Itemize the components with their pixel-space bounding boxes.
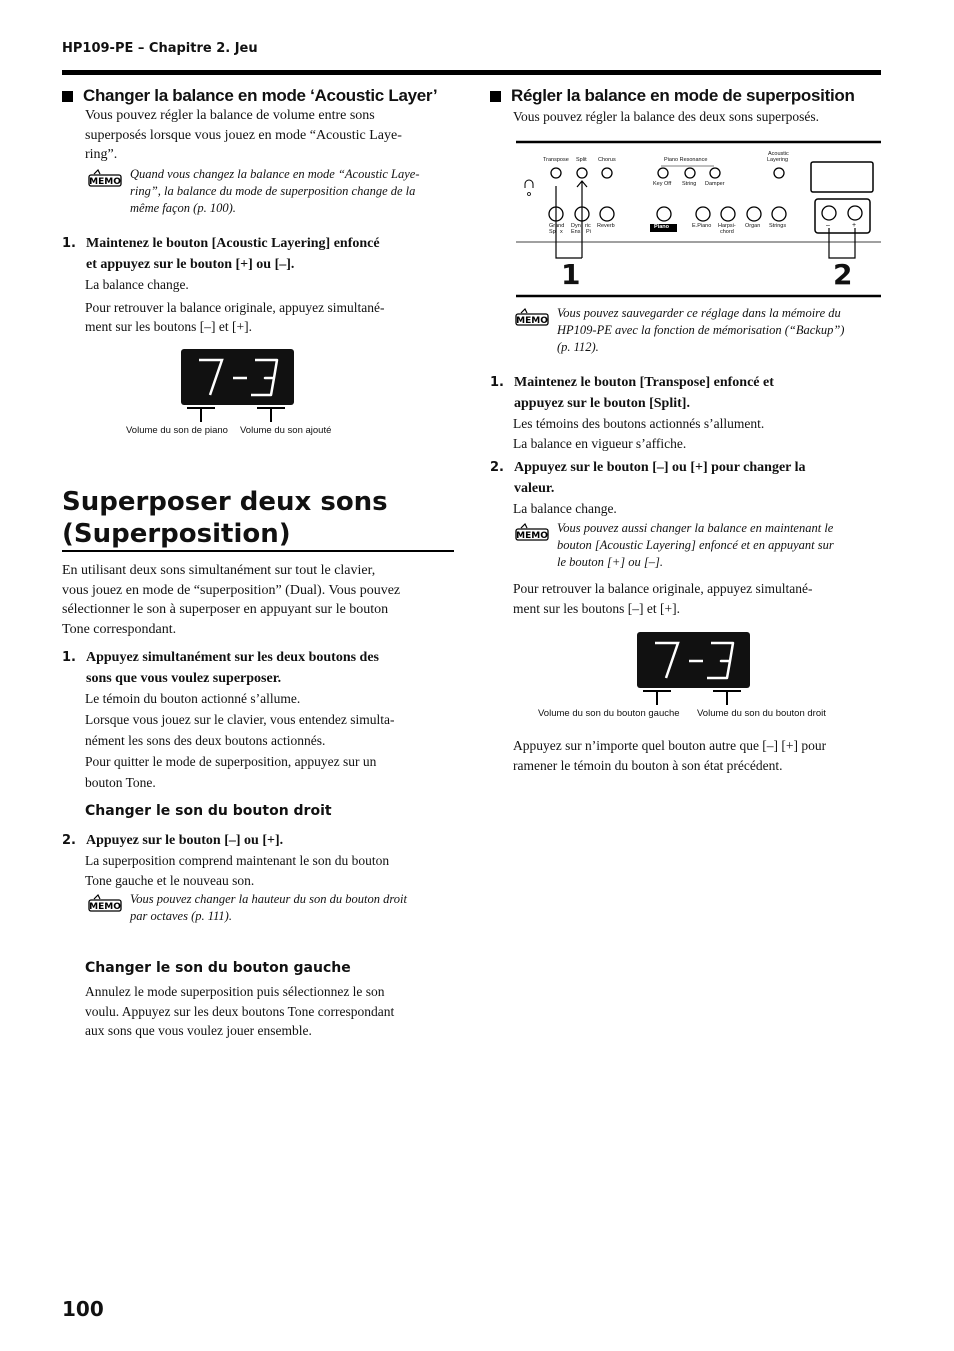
memo-icon bbox=[88, 168, 122, 188]
text-line: La balance en vigueur s’affiche. bbox=[513, 435, 687, 451]
chapter-section-title bbox=[62, 486, 457, 550]
text-line: appuyez sur le bouton [Split]. bbox=[514, 396, 690, 411]
title-line: (Superposition) bbox=[62, 519, 291, 549]
subheading-right-button: Changer le son du bouton droit bbox=[85, 803, 332, 819]
label-strings: Strings bbox=[769, 223, 787, 229]
display-brackets bbox=[637, 688, 757, 708]
text-line: Appuyez simultanément sur les deux boutons des bbox=[86, 650, 380, 665]
text-line: Le témoin du bouton actionné s’allume. bbox=[85, 691, 301, 706]
text-line: Appuyez sur n’importe quel bouton autre que [–] [+] pour bbox=[513, 738, 827, 753]
step-2-result: La balance change. bbox=[513, 501, 617, 516]
page-number: 100 bbox=[62, 1297, 104, 1321]
memo-note bbox=[515, 520, 880, 571]
text-line: ramener le témoin du bouton à son état précédent. bbox=[513, 757, 783, 773]
caption-left: Volume du son du bouton gauche bbox=[538, 708, 680, 719]
label-piano-resonance: Piano Resonance bbox=[664, 157, 708, 163]
label-plus: + bbox=[852, 222, 857, 229]
section-title-text: Changer la balance en mode ‘Acoustic Layer’ bbox=[83, 86, 438, 105]
step-1-balance bbox=[490, 372, 880, 414]
label-epiano: E.Piano bbox=[692, 223, 712, 229]
label-sp: Sp bbox=[549, 229, 556, 235]
callout-2: 2 bbox=[833, 258, 853, 291]
label-organ: Organ bbox=[745, 223, 761, 229]
step-number: 2. bbox=[62, 833, 76, 848]
display-brackets bbox=[181, 405, 301, 425]
text-line: Maintenez le bouton [Acoustic Layering] enfoncé bbox=[86, 236, 380, 251]
text-line: En utilisant deux sons simultanément sur tout le clavier, bbox=[62, 563, 376, 578]
square-bullet-icon bbox=[62, 91, 73, 102]
panel-illustration bbox=[516, 140, 881, 300]
text-line: même façon (p. 100). bbox=[130, 201, 236, 215]
step-1-superpose bbox=[62, 647, 457, 689]
text-line: vous jouez en mode de “superposition” (Dual). Vous pouvez bbox=[62, 582, 401, 598]
text-line: Maintenez le bouton [Transpose] enfoncé et bbox=[514, 375, 774, 390]
text-line: Vous pouvez changer la hauteur du son du bouton droit bbox=[130, 892, 407, 906]
label-damper: Damper bbox=[705, 181, 725, 187]
step-text bbox=[86, 647, 379, 689]
step-number: 1. bbox=[490, 375, 504, 390]
left-button-details bbox=[85, 982, 460, 1041]
callout-1: 1 bbox=[561, 258, 581, 291]
led-display bbox=[181, 349, 294, 405]
section-intro bbox=[85, 106, 455, 165]
step-2-superpose bbox=[62, 830, 457, 851]
text-line: par octaves (p. 111). bbox=[130, 909, 232, 923]
led-digits bbox=[637, 632, 750, 688]
text-line: Tone correspondant. bbox=[62, 621, 177, 637]
text-line: valeur. bbox=[514, 481, 555, 496]
step-2-balance bbox=[490, 457, 880, 499]
reset-paragraph bbox=[513, 579, 881, 618]
text-line: Annulez le mode superposition puis sélectionnez le son bbox=[85, 984, 385, 999]
balance-intro: Vous pouvez régler la balance des deux sons superposés. bbox=[513, 109, 820, 124]
final-paragraph bbox=[513, 736, 883, 775]
step-1-details bbox=[85, 688, 460, 793]
memo-icon bbox=[515, 307, 549, 327]
title-line: Superposer deux sons bbox=[62, 487, 388, 517]
label-split: Split bbox=[576, 157, 587, 163]
label-minus: – bbox=[826, 222, 830, 229]
label-piano: Piano bbox=[654, 224, 669, 230]
memo-text bbox=[557, 305, 844, 356]
text-line: La superposition comprend maintenant le son du bouton bbox=[85, 853, 390, 868]
running-header: HP109-PE – Chapitre 2. Jeu bbox=[62, 41, 258, 56]
memo-icon bbox=[515, 522, 549, 542]
text-line: ring”, la balance du mode de superposition change de la bbox=[130, 184, 416, 198]
text-line: Tone gauche et le nouveau son. bbox=[85, 872, 255, 888]
superposition-intro bbox=[62, 561, 462, 639]
label-reverb: Reverb bbox=[597, 223, 615, 229]
text-line: Les témoins des boutons actionnés s’allument. bbox=[513, 416, 765, 431]
memo-note bbox=[515, 305, 880, 356]
step-number: 1. bbox=[62, 650, 76, 665]
step-2-details bbox=[85, 851, 460, 890]
label-dyn: Dyn bbox=[571, 223, 581, 229]
label-harpsi: Harpsi- bbox=[718, 223, 736, 229]
text-line: nément les sons des deux boutons actionnés. bbox=[85, 733, 326, 748]
label-acoustic: Acoustic bbox=[768, 151, 789, 157]
text-line: et appuyez sur le bouton [+] ou [–]. bbox=[86, 257, 295, 272]
text-line: HP109-PE avec la fonction de mémorisation (“Backup”) bbox=[557, 323, 845, 337]
text-line: Pour quitter le mode de superposition, appuyez sur un bbox=[85, 754, 377, 769]
label-ens: Ens bbox=[571, 229, 581, 235]
step-text bbox=[514, 372, 774, 414]
memo-text bbox=[130, 891, 407, 925]
label-ric: ric bbox=[585, 223, 591, 229]
step-text bbox=[86, 233, 380, 275]
label-chorus: Chorus bbox=[598, 157, 616, 163]
text-line: Lorsque vous jouez sur le clavier, vous entendez simulta- bbox=[85, 712, 395, 727]
text-line: bouton [Acoustic Layering] enfoncé et en appuyant sur bbox=[557, 538, 834, 552]
text-line: ment sur les boutons [–] et [+]. bbox=[513, 600, 680, 616]
memo-text bbox=[557, 520, 834, 571]
section-title-balance bbox=[490, 86, 855, 106]
step-1-acoustic bbox=[62, 233, 457, 275]
text-line: Vous pouvez aussi changer la balance en maintenant le bbox=[557, 521, 834, 535]
caption-right: Volume du son ajouté bbox=[240, 425, 332, 436]
led-display bbox=[637, 632, 750, 688]
text-line: (p. 112). bbox=[557, 340, 599, 354]
memo-note bbox=[88, 891, 458, 925]
text-line: le bouton [+] ou [–]. bbox=[557, 555, 664, 569]
text-line: Vous pouvez sauvegarder ce réglage dans la mémoire du bbox=[557, 306, 841, 320]
text-line: bouton Tone. bbox=[85, 775, 156, 790]
step-text: Appuyez sur le bouton [–] ou [+]. bbox=[86, 833, 284, 848]
label-transpose: Transpose bbox=[543, 157, 569, 163]
step-1-balance-details bbox=[513, 414, 878, 453]
memo-icon bbox=[88, 893, 122, 913]
label-key-off: Key Off bbox=[653, 181, 672, 187]
text-line: La balance change. bbox=[85, 277, 189, 292]
section-title-text: Régler la balance en mode de superposition bbox=[511, 86, 855, 105]
caption-left: Volume du son de piano bbox=[126, 425, 228, 436]
header-rule bbox=[62, 70, 881, 75]
title-rule bbox=[62, 550, 454, 552]
text-line: Appuyez sur le bouton [–] ou [+] pour changer la bbox=[514, 460, 806, 475]
text-line: superposés lorsque vous jouez en mode “Acoustic Laye- bbox=[85, 127, 402, 143]
text-line: sélectionner le son à superposer en appuyant sur le bouton bbox=[62, 602, 389, 617]
label-pi: Pi bbox=[586, 229, 591, 235]
text-line: Pour retrouver la balance originale, appuyez simultané- bbox=[85, 299, 385, 315]
text-line: ment sur les boutons [–] et [+]. bbox=[85, 319, 252, 334]
label-string: String bbox=[682, 181, 697, 187]
step-result bbox=[85, 275, 455, 337]
text-line: aux sons que vous voulez jouer ensemble. bbox=[85, 1023, 312, 1038]
step-number: 2. bbox=[490, 460, 504, 475]
step-number: 1. bbox=[62, 236, 76, 251]
text-line: Pour retrouver la balance originale, appuyez simultané- bbox=[513, 581, 813, 596]
text-line: Vous pouvez régler la balance de volume entre sons bbox=[85, 108, 375, 123]
label-x: x bbox=[560, 229, 563, 235]
caption-right: Volume du son du bouton droit bbox=[697, 708, 826, 719]
label-chord: chord bbox=[720, 229, 734, 235]
label-grand: Grand bbox=[549, 223, 565, 229]
step-text bbox=[514, 457, 806, 499]
text-line: sons que vous voulez superposer. bbox=[86, 671, 282, 686]
text-line: Quand vous changez la balance en mode “Acoustic Laye- bbox=[130, 167, 420, 181]
subheading-left-button: Changer le son du bouton gauche bbox=[85, 960, 351, 976]
square-bullet-icon bbox=[490, 91, 501, 102]
text-line: voulu. Appuyez sur les deux boutons Tone correspondant bbox=[85, 1003, 395, 1019]
label-layering: Layering bbox=[767, 157, 789, 163]
memo-text bbox=[130, 166, 420, 217]
memo-note bbox=[88, 166, 458, 217]
section-title-acoustic-layer bbox=[62, 86, 437, 106]
text-line: ring”. bbox=[85, 147, 118, 162]
led-digits bbox=[181, 349, 294, 405]
